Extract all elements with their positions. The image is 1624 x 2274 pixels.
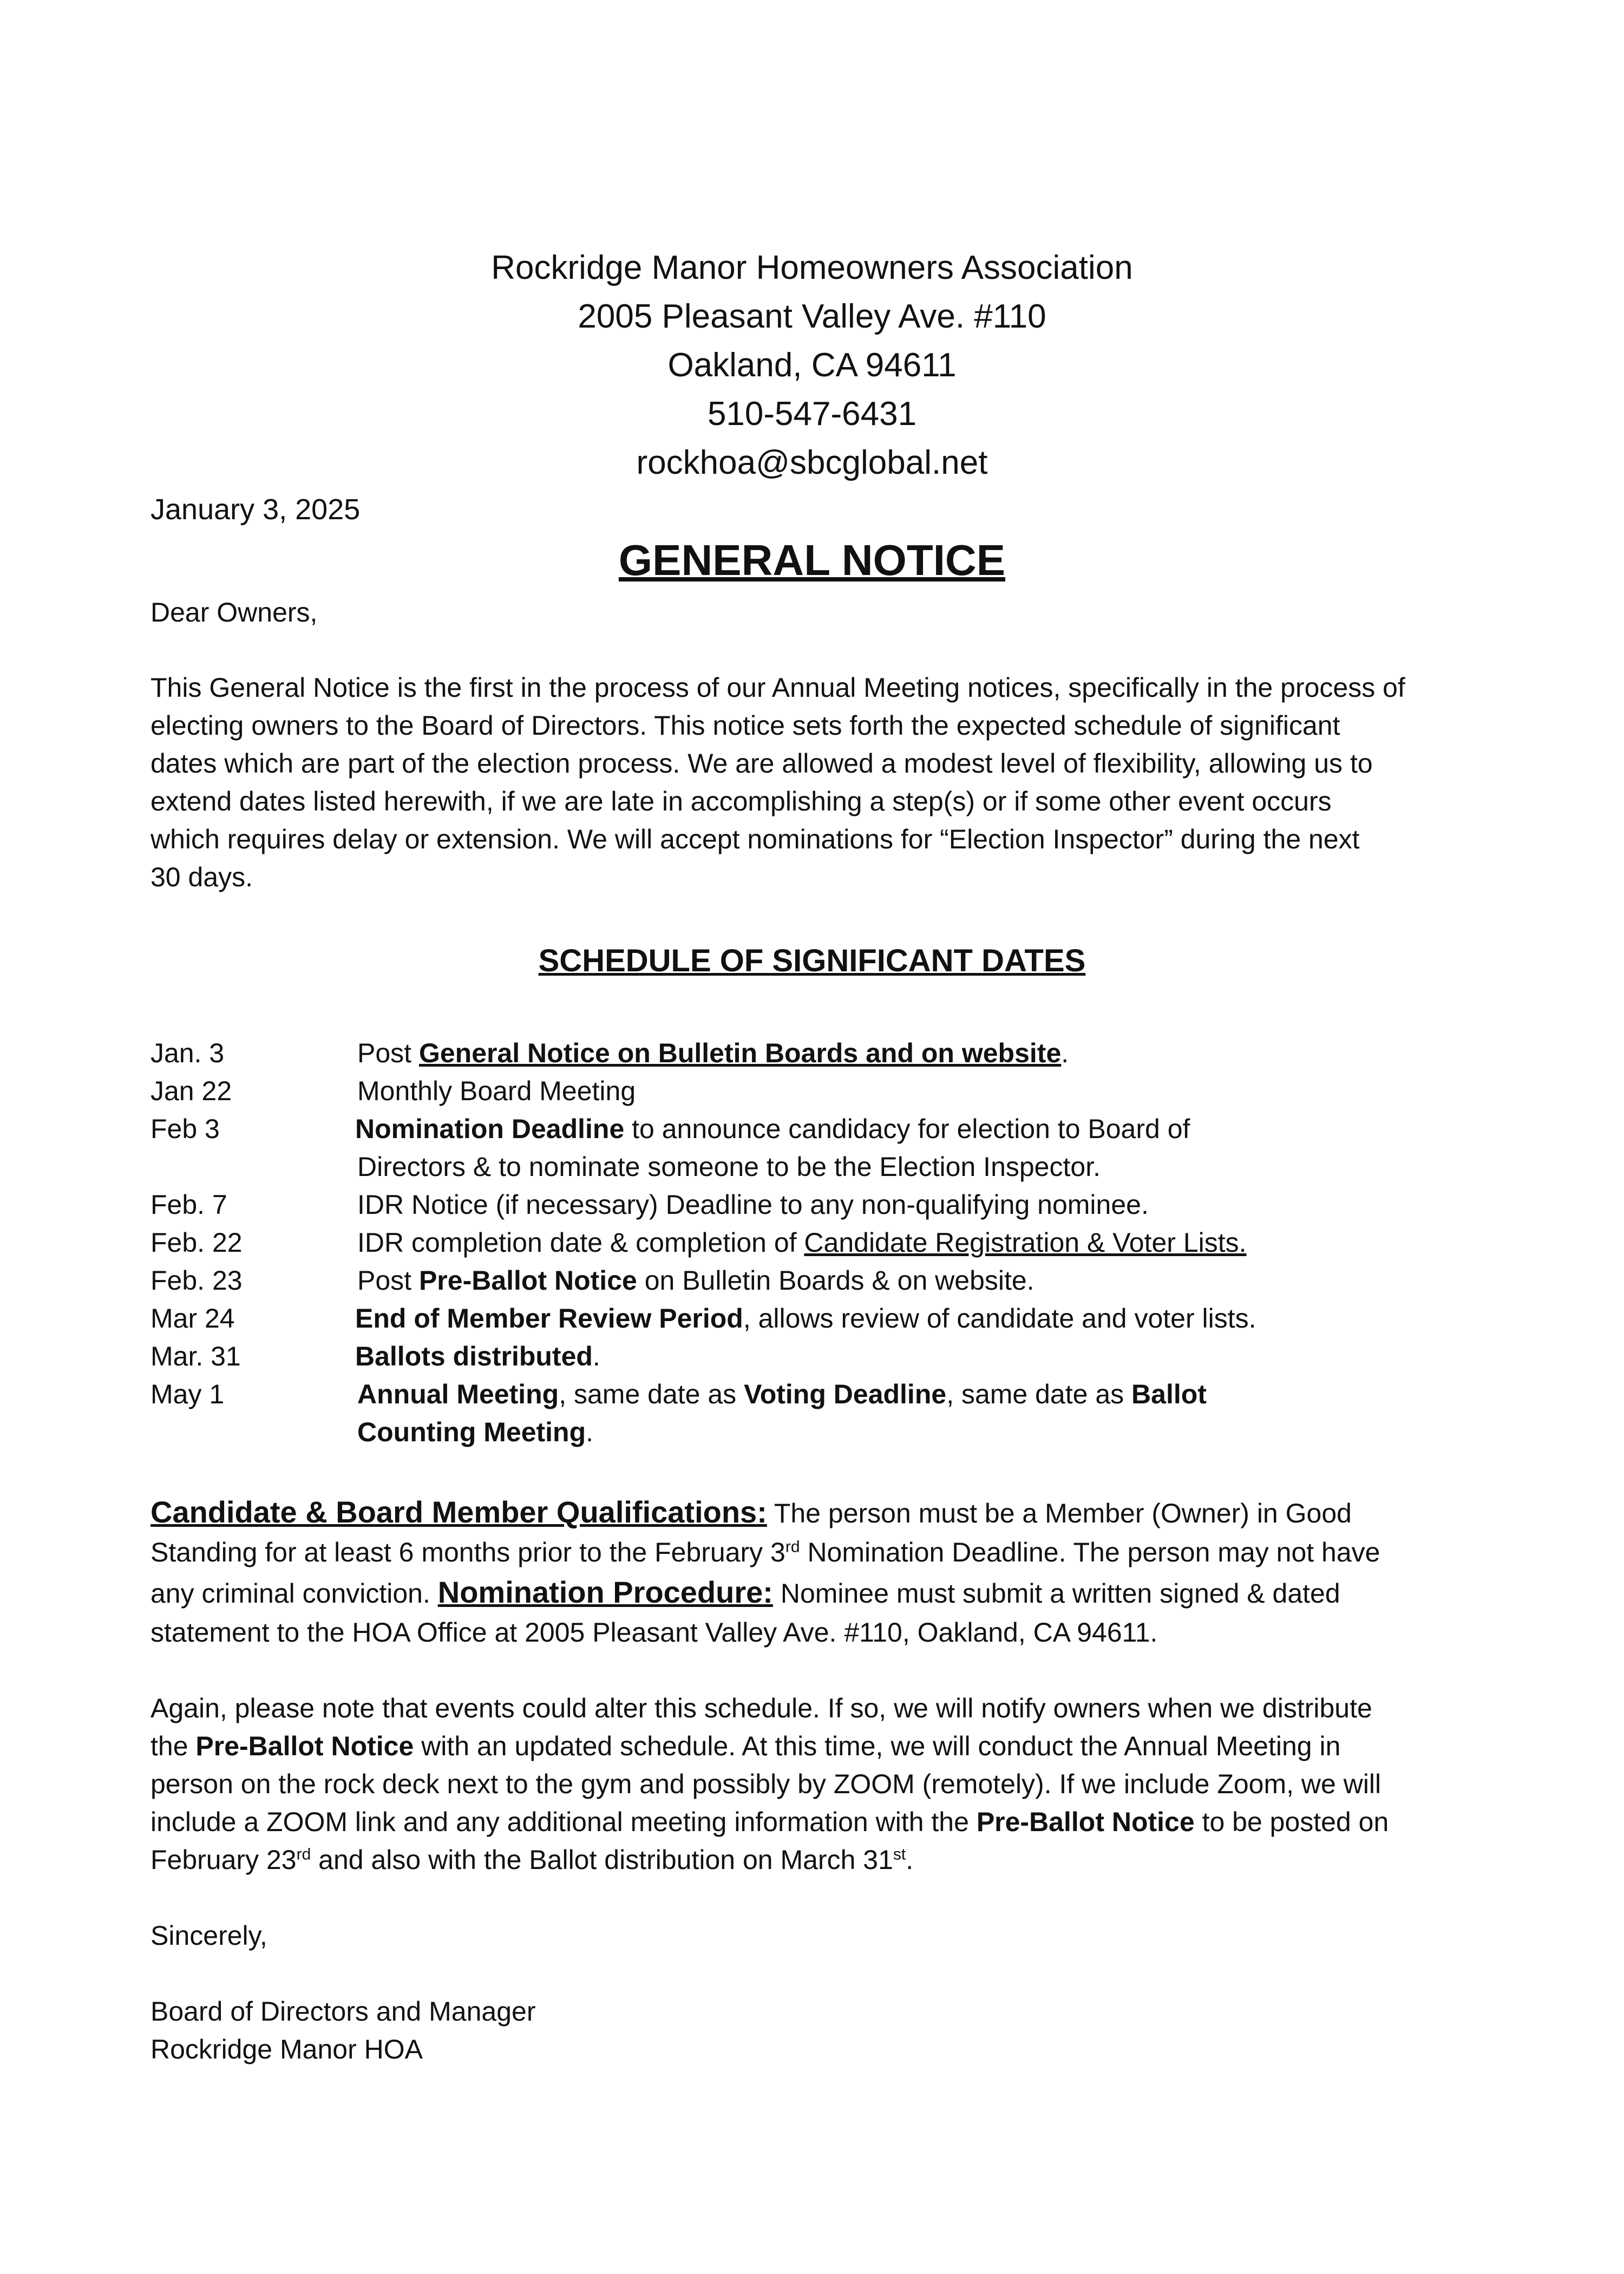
org-name: Rockridge Manor Homeowners Association [491, 249, 1133, 286]
schedule-desc: IDR Notice (if necessary) Deadline to any non-qualifying nominee. [357, 1190, 1149, 1220]
qualifications-line: statement to the HOA Office at 2005 Pleasant Valley Ave. #110, Oakland, CA 94611. [150, 1617, 1158, 1648]
schedule-desc: Monthly Board Meeting [357, 1076, 636, 1106]
intro-line: extend dates listed herewith, if we are late in accomplishing a step(s) or if some other event occurs [150, 786, 1332, 816]
org-city: Oakland, CA 94611 [667, 347, 957, 384]
closing-line: the Pre-Ballot Notice with an updated schedule. At this time, we will conduct the Annual Meeting in [150, 1731, 1341, 1761]
closing-line: February 23rd and also with the Ballot distribution on March 31st. [150, 1845, 914, 1875]
closing-line: Again, please note that events could alter this schedule. If so, we will notify owners when we distribute [150, 1693, 1372, 1723]
sincerely: Sincerely, [150, 1920, 267, 1951]
schedule-date: Feb. 22 [150, 1227, 243, 1258]
nomination-procedure-heading: Nomination Procedure: [437, 1575, 773, 1609]
intro-line: This General Notice is the first in the process of our Annual Meeting notices, specifically in the process of [150, 672, 1405, 703]
closing-line: person on the rock deck next to the gym and possibly by ZOOM (remotely). If we include Zoom, we will [150, 1769, 1381, 1799]
intro-line: electing owners to the Board of Directors. This notice sets forth the expected schedule of significant [150, 710, 1340, 741]
salutation: Dear Owners, [150, 597, 318, 628]
closing-line: include a ZOOM link and any additional meeting information with the Pre-Ballot Notice to be posted on [150, 1807, 1389, 1837]
schedule-desc: End of Member Review Period, allows review of candidate and voter lists. [355, 1303, 1256, 1334]
schedule-date: Jan 22 [150, 1076, 232, 1106]
schedule-date: Feb. 7 [150, 1190, 227, 1220]
schedule-date: Jan. 3 [150, 1038, 225, 1068]
org-email: rockhoa@sbcglobal.net [636, 444, 988, 481]
schedule-title: SCHEDULE OF SIGNIFICANT DATES [538, 943, 1086, 978]
signature-line: Board of Directors and Manager [150, 1996, 536, 2027]
page-title: GENERAL NOTICE [618, 536, 1006, 584]
schedule-desc: Nomination Deadline to announce candidacy for election to Board of [355, 1114, 1190, 1144]
notice-date: January 3, 2025 [150, 493, 361, 526]
qualifications-line: Standing for at least 6 months prior to the February 3rd Nomination Deadline. The person may not have [150, 1537, 1380, 1567]
org-street: 2005 Pleasant Valley Ave. #110 [578, 298, 1046, 335]
schedule-desc: Annual Meeting, same date as Voting Deadline, same date as Ballot [357, 1379, 1207, 1409]
signature-line: Rockridge Manor HOA [150, 2034, 423, 2064]
intro-line: which requires delay or extension. We will accept nominations for “Election Inspector” during the next [150, 824, 1360, 854]
qualifications-line: Candidate & Board Member Qualifications: The person must be a Member (Owner) in Good [150, 1495, 1352, 1529]
schedule-desc: Counting Meeting. [357, 1417, 594, 1447]
schedule-date: Feb 3 [150, 1114, 220, 1144]
schedule-desc: IDR completion date & completion of Candidate Registration & Voter Lists. [357, 1227, 1247, 1258]
schedule-date: May 1 [150, 1379, 225, 1409]
schedule-date: Mar 24 [150, 1303, 235, 1334]
schedule-desc: Post Pre-Ballot Notice on Bulletin Boards & on website. [357, 1265, 1034, 1296]
schedule-date: Feb. 23 [150, 1265, 243, 1296]
schedule-desc: Ballots distributed. [355, 1341, 600, 1371]
schedule-desc: Post General Notice on Bulletin Boards and on website. [357, 1038, 1069, 1068]
org-phone: 510-547-6431 [707, 395, 917, 433]
schedule-desc: Directors & to nominate someone to be the Election Inspector. [357, 1152, 1101, 1182]
intro-line: 30 days. [150, 862, 253, 892]
intro-line: dates which are part of the election process. We are allowed a modest level of flexibility, allowing us to [150, 748, 1373, 779]
qualifications-line: any criminal conviction. Nomination Procedure: Nominee must submit a written signed & dated [150, 1575, 1340, 1609]
qualifications-heading: Candidate & Board Member Qualifications: [150, 1495, 767, 1529]
schedule-date: Mar. 31 [150, 1341, 241, 1371]
